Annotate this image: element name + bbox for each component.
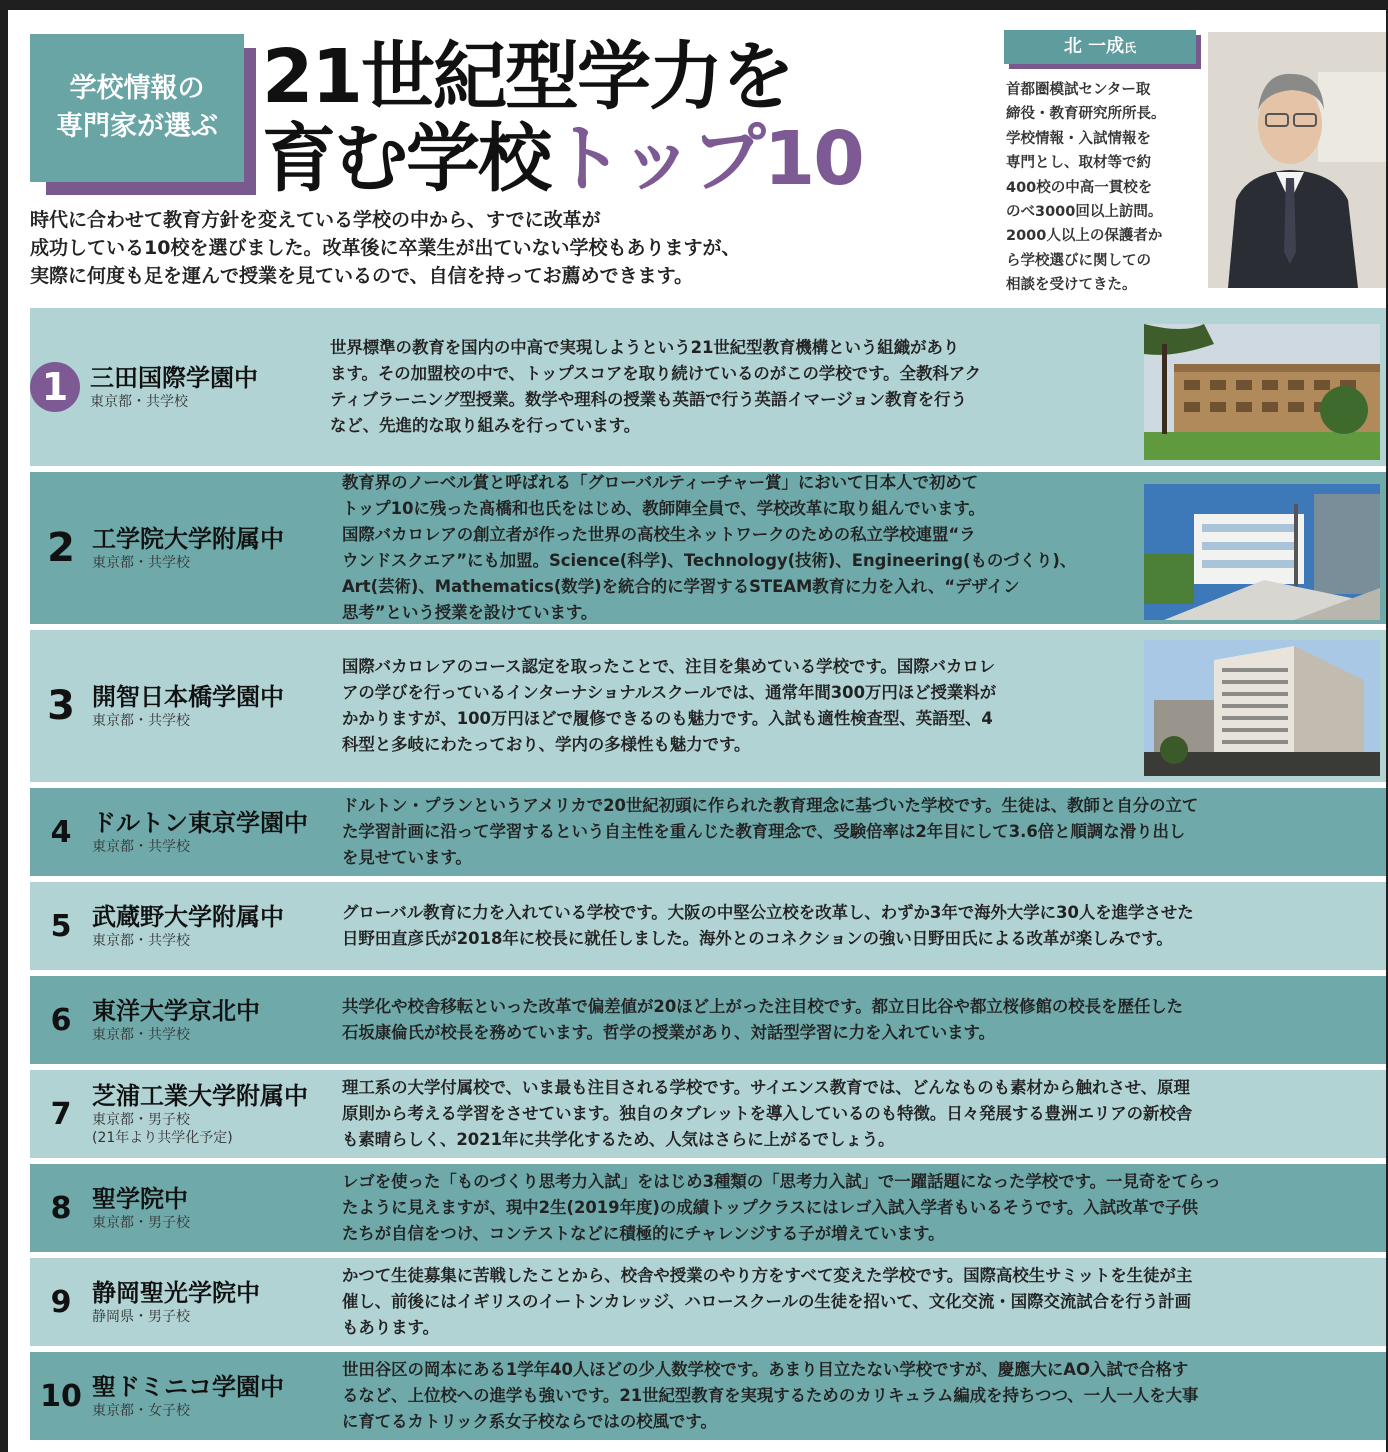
desc-line: た学習計画に沿って学習するという自主性を重んじた教育理念で、受験倍率は2年目にして3.6倍と順調な滑り出し bbox=[342, 822, 1186, 841]
ranking-row-9 bbox=[30, 1258, 1386, 1352]
rank-number-8: 8 bbox=[50, 1190, 72, 1226]
school-location: 東京都・共学校 bbox=[92, 933, 190, 949]
school-building-image bbox=[1144, 324, 1380, 460]
desc-line: ウンドスクエア”にも加盟。Science(科学)、Technology(技術)、Engineering(ものづくり)、 bbox=[342, 551, 1077, 570]
school-info bbox=[92, 524, 342, 572]
rank-number-10: 10 bbox=[40, 1378, 82, 1414]
desc-line: 教育界のノーベル賞と呼ばれる「グローバルティーチャー賞」において日本人で初めて bbox=[342, 473, 979, 492]
school-description bbox=[330, 335, 1120, 439]
school-photo-1 bbox=[1144, 324, 1380, 460]
school-description bbox=[342, 1169, 1378, 1247]
school-photo-3 bbox=[1144, 640, 1380, 776]
school-description bbox=[342, 654, 1132, 758]
rank-number-7: 7 bbox=[50, 1096, 72, 1132]
desc-line: かかりますが、100万円ほどで履修できるのも魅力です。入試も適性検査型、英語型、4 bbox=[342, 709, 993, 728]
author-name-label bbox=[1004, 30, 1196, 64]
ranking-row-8 bbox=[30, 1164, 1386, 1258]
desc-line: 共学化や校舎移転といった改革で偏差値が20ほど上がった注目校です。都立日比谷や都立桜修館の校長を歴任した bbox=[342, 997, 1184, 1016]
school-info bbox=[92, 1372, 342, 1420]
ranking-row-2 bbox=[30, 472, 1386, 630]
school-name: 開智日本橋学園中 bbox=[92, 683, 284, 711]
intro-line-2: 成功している10校を選びました。改革後に卒業生が出ていない学校もありますが、 bbox=[30, 237, 741, 259]
article-page bbox=[8, 10, 1386, 1452]
headline-line-1: 21世紀型学力を bbox=[262, 34, 793, 120]
tag-box bbox=[30, 34, 244, 182]
author-bio-line: 締役・教育研究所所長。 bbox=[1006, 106, 1166, 123]
school-name: 三田国際学園中 bbox=[90, 364, 258, 392]
school-info bbox=[92, 1278, 342, 1326]
school-building-image bbox=[1144, 640, 1380, 776]
school-location-note: (21年より共学化予定) bbox=[92, 1130, 233, 1146]
author-bio-line: のべ3000回以上訪問。 bbox=[1006, 204, 1163, 221]
desc-line: に育てるカトリック系女子校ならではの校風です。 bbox=[342, 1412, 717, 1431]
rank-number-2: 2 bbox=[47, 525, 75, 571]
school-name: 静岡聖光学院中 bbox=[92, 1279, 260, 1307]
desc-line: るなど、上位校への進学も強いです。21世紀型教育を実現するためのカリキュラム編成を持ちつつ、一人一人を大事 bbox=[342, 1386, 1199, 1405]
desc-line: たように見えますが、現中2生(2019年度)の成績トップクラスにはレゴ入試入学者もいるそうです。入試改革で子供 bbox=[342, 1198, 1198, 1217]
desc-line: たちが自信をつけ、コンテストなどに積極的にチャレンジする子が増えています。 bbox=[342, 1224, 945, 1243]
rank-number-9: 9 bbox=[50, 1284, 72, 1320]
desc-line: レゴを使った「ものづくり思考力入試」をはじめ3種類の「思考力入試」で一躍話題になった学校です。一見奇をてらっ bbox=[342, 1172, 1221, 1191]
desc-line: もあります。 bbox=[342, 1318, 440, 1337]
school-info bbox=[92, 808, 342, 856]
rank-number-5: 5 bbox=[50, 908, 72, 944]
rank-number-6: 6 bbox=[50, 1002, 72, 1038]
school-info bbox=[92, 996, 342, 1044]
school-description bbox=[342, 793, 1378, 871]
school-name: 聖学院中 bbox=[92, 1185, 188, 1213]
desc-line: 日野田直彦氏が2018年に校長に就任しました。海外とのコネクションの強い日野田氏による改革が楽しみです。 bbox=[342, 929, 1173, 948]
desc-line: ドルトン・プランというアメリカで20世紀初頭に作られた教育理念に基づいた学校です。生徒は、教師と自分の立て bbox=[342, 796, 1199, 815]
school-name: 芝浦工業大学附属中 bbox=[92, 1082, 308, 1110]
headline bbox=[262, 36, 863, 200]
desc-line: など、先進的な取り組みを行っています。 bbox=[330, 416, 641, 435]
desc-line: 思考”という授業を設けています。 bbox=[342, 603, 598, 622]
ranking-row-7 bbox=[30, 1070, 1386, 1164]
desc-line: 理工系の大学付属校で、いま最も注目される学校です。サイエンス教育では、どんなものも素材から触れさせ、原理 bbox=[342, 1078, 1190, 1097]
headline-main: 育む学校 bbox=[262, 116, 550, 202]
tag-line-2: 専門家が選ぶ bbox=[56, 111, 218, 142]
school-location: 東京都・男子校 bbox=[92, 1215, 190, 1231]
school-info bbox=[92, 1184, 342, 1232]
author-bio-line: 学校情報・入試情報を bbox=[1006, 130, 1151, 147]
school-info bbox=[92, 902, 342, 950]
author-photo bbox=[1208, 32, 1386, 288]
school-description bbox=[342, 994, 1378, 1046]
school-location: 東京都・共学校 bbox=[90, 394, 188, 410]
ranking-row-1 bbox=[30, 308, 1386, 472]
school-location: 東京都・共学校 bbox=[92, 713, 190, 729]
school-description bbox=[342, 1263, 1378, 1341]
school-info bbox=[92, 1081, 342, 1147]
school-photo-2 bbox=[1144, 484, 1380, 620]
school-description bbox=[342, 470, 1132, 626]
ranking-row-10 bbox=[30, 1352, 1386, 1446]
desc-line: 科型と多岐にわたっており、学内の多様性も魅力です。 bbox=[342, 735, 751, 754]
desc-line: ます。その加盟校の中で、トップスコアを取り続けているのがこの学校です。全教科アク bbox=[330, 364, 982, 383]
school-name: 聖ドミニコ学園中 bbox=[92, 1373, 284, 1401]
ranking-row-5 bbox=[30, 882, 1386, 976]
author-bio-line: 専門とし、取材等で約 bbox=[1006, 155, 1151, 172]
school-info bbox=[92, 682, 342, 730]
author-honorific: 氏 bbox=[1124, 41, 1137, 55]
author-bio bbox=[1006, 78, 1200, 298]
author-bio-line: 相談を受けてきた。 bbox=[1006, 277, 1137, 294]
desc-line: トップ10に残った髙橋和也氏をはじめ、教師陣全員で、学校改革に取り組んでいます。 bbox=[342, 499, 985, 518]
desc-line: グローバル教育に力を入れている学校です。大阪の中堅公立校を改革し、わずか3年で海外大学に30人を進学させた bbox=[342, 903, 1194, 922]
desc-line: 国際バカロレアの創立者が作った世界の高校生ネットワークのための私立学校連盟“ラ bbox=[342, 525, 976, 544]
school-name: ドルトン東京学園中 bbox=[92, 809, 308, 837]
ranking-row-3 bbox=[30, 630, 1386, 788]
school-ranking-list bbox=[30, 308, 1386, 1446]
school-name: 工学院大学附属中 bbox=[92, 525, 284, 553]
school-location: 東京都・女子校 bbox=[92, 1403, 190, 1419]
school-location: 東京都・共学校 bbox=[92, 839, 190, 855]
desc-line: ティブラーニング型授業。数学や理科の授業も英語で行う英語イマージョン教育を行う bbox=[330, 390, 967, 409]
desc-line: アの学びを行っているインターナショナルスクールでは、通常年間300万円ほど授業料が bbox=[342, 683, 997, 702]
author-bio-line: 首都圏模試センター取 bbox=[1006, 82, 1151, 98]
intro-line-1: 時代に合わせて教育方針を変えている学校の中から、すでに改革が bbox=[30, 209, 601, 231]
author-photo-illustration bbox=[1208, 32, 1386, 288]
headline-line-2 bbox=[262, 118, 863, 200]
tag-line-1: 学校情報の bbox=[69, 73, 205, 104]
desc-line: を見せています。 bbox=[342, 848, 472, 867]
school-location: 東京都・共学校 bbox=[92, 555, 190, 571]
desc-line: かつて生徒募集に苦戦したことから、校舎や授業のやり方をすべて変えた学校です。国際高校生サミットを生徒が主 bbox=[342, 1266, 1193, 1285]
ranking-row-4 bbox=[30, 788, 1386, 882]
author-bio-line: 400校の中高一貫校を bbox=[1006, 179, 1153, 196]
school-location: 静岡県・男子校 bbox=[92, 1309, 190, 1325]
author-bio-line: 2000人以上の保護者か bbox=[1006, 228, 1163, 245]
school-location: 東京都・男子校 bbox=[92, 1112, 190, 1128]
desc-line: 世田谷区の岡本にある1学年40人ほどの少人数学校です。あまり目立たない学校ですが、慶應大にAO入試で合格す bbox=[342, 1360, 1189, 1379]
desc-line: 原則から考える学習をさせています。独自のタブレットを導入しているのも特徴。日々発展する豊洲エリアの新校舎 bbox=[342, 1104, 1193, 1123]
school-location: 東京都・共学校 bbox=[92, 1027, 190, 1043]
school-name: 東洋大学京北中 bbox=[92, 997, 260, 1025]
school-info bbox=[90, 363, 330, 411]
desc-line: も素晴らしく、2021年に共学化するため、人気はさらに上がるでしょう。 bbox=[342, 1130, 895, 1149]
school-building-image bbox=[1144, 484, 1380, 620]
school-name: 武蔵野大学附属中 bbox=[92, 903, 284, 931]
rank-number-4: 4 bbox=[50, 814, 72, 850]
ranking-row-6 bbox=[30, 976, 1386, 1070]
desc-line: 催し、前後にはイギリスのイートンカレッジ、ハロースクールの生徒を招いて、文化交流・国際交流試合を行う計画 bbox=[342, 1292, 1192, 1311]
author-bio-line: ら学校選びに関しての bbox=[1006, 252, 1151, 269]
desc-line: Art(芸術)、Mathematics(数学)を統合的に学習するSTEAM教育に力を入れ、“デザイン bbox=[342, 577, 1020, 596]
intro-line-3: 実際に何度も足を運んで授業を見ているので、自信を持ってお薦めできます。 bbox=[30, 265, 694, 287]
rank-badge-1: 1 bbox=[30, 362, 80, 412]
author-name: 北 一成 bbox=[1063, 36, 1125, 57]
intro-paragraph bbox=[30, 206, 950, 290]
rank-number-3: 3 bbox=[47, 683, 75, 729]
school-description bbox=[342, 900, 1378, 952]
desc-line: 石坂康倫氏が校長を務めています。哲学の授業があり、対話型学習に力を入れています。 bbox=[342, 1023, 995, 1042]
desc-line: 国際バカロレアのコース認定を取ったことで、注目を集めている学校です。国際バカロレ bbox=[342, 657, 996, 676]
school-description bbox=[342, 1357, 1378, 1435]
headline-accent: トップ10 bbox=[550, 116, 863, 202]
school-description bbox=[342, 1075, 1378, 1153]
desc-line: 世界標準の教育を国内の中高で実現しようという21世紀型教育機構という組織があり bbox=[330, 338, 960, 357]
